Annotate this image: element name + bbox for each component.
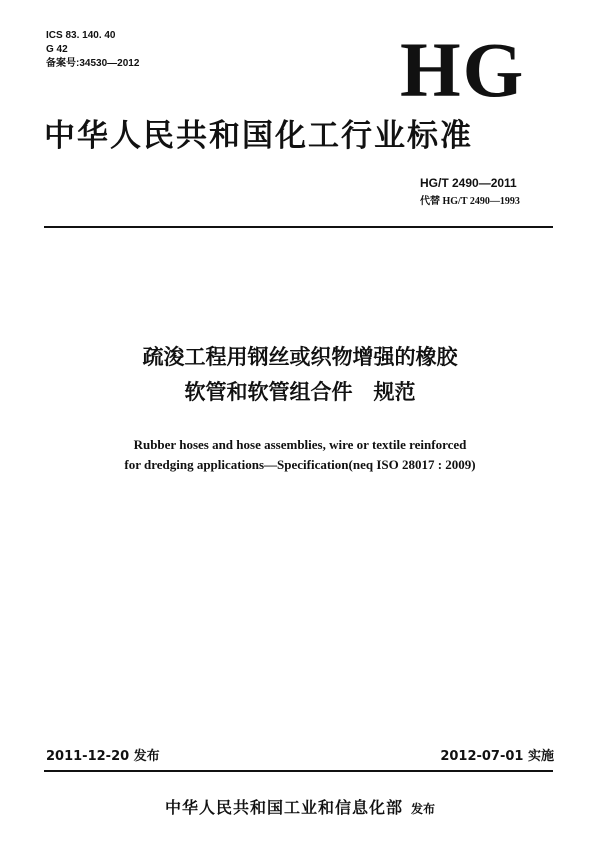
- release-date: 2011-12-20 发布: [46, 749, 160, 764]
- top-divider: [44, 226, 553, 228]
- english-title-line-1: Rubber hoses and hose assemblies, wire or textile reinforced: [133, 437, 467, 452]
- classification-code: G 42: [46, 44, 68, 55]
- standard-number: HG/T 2490—2011: [420, 176, 517, 190]
- record-number: 备案号:34530—2012: [46, 58, 140, 69]
- english-title-line-2: for dredging applications—Specification(neq ISO 28017 : 2009): [124, 457, 476, 472]
- category-mark: HG: [400, 26, 526, 113]
- implementation-date: 2012-07-01 实施: [440, 749, 554, 764]
- bottom-divider: [44, 770, 553, 772]
- chinese-title-line-2: 软管和软管组合件 规范: [184, 380, 416, 404]
- publisher-line: [0, 797, 600, 820]
- ics-code: ICS 83. 140. 40: [46, 30, 116, 41]
- publisher-suffix: 发布: [411, 802, 436, 816]
- publisher-name: 中华人民共和国工业和信息化部: [164, 798, 403, 817]
- replaces-standard: 代替 HG/T 2490—1993: [420, 196, 520, 207]
- industry-standard-title: 中华人民共和国化工行业标准: [44, 118, 473, 154]
- chinese-title-line-1: 疏浚工程用钢丝或织物增强的橡胶: [142, 345, 458, 369]
